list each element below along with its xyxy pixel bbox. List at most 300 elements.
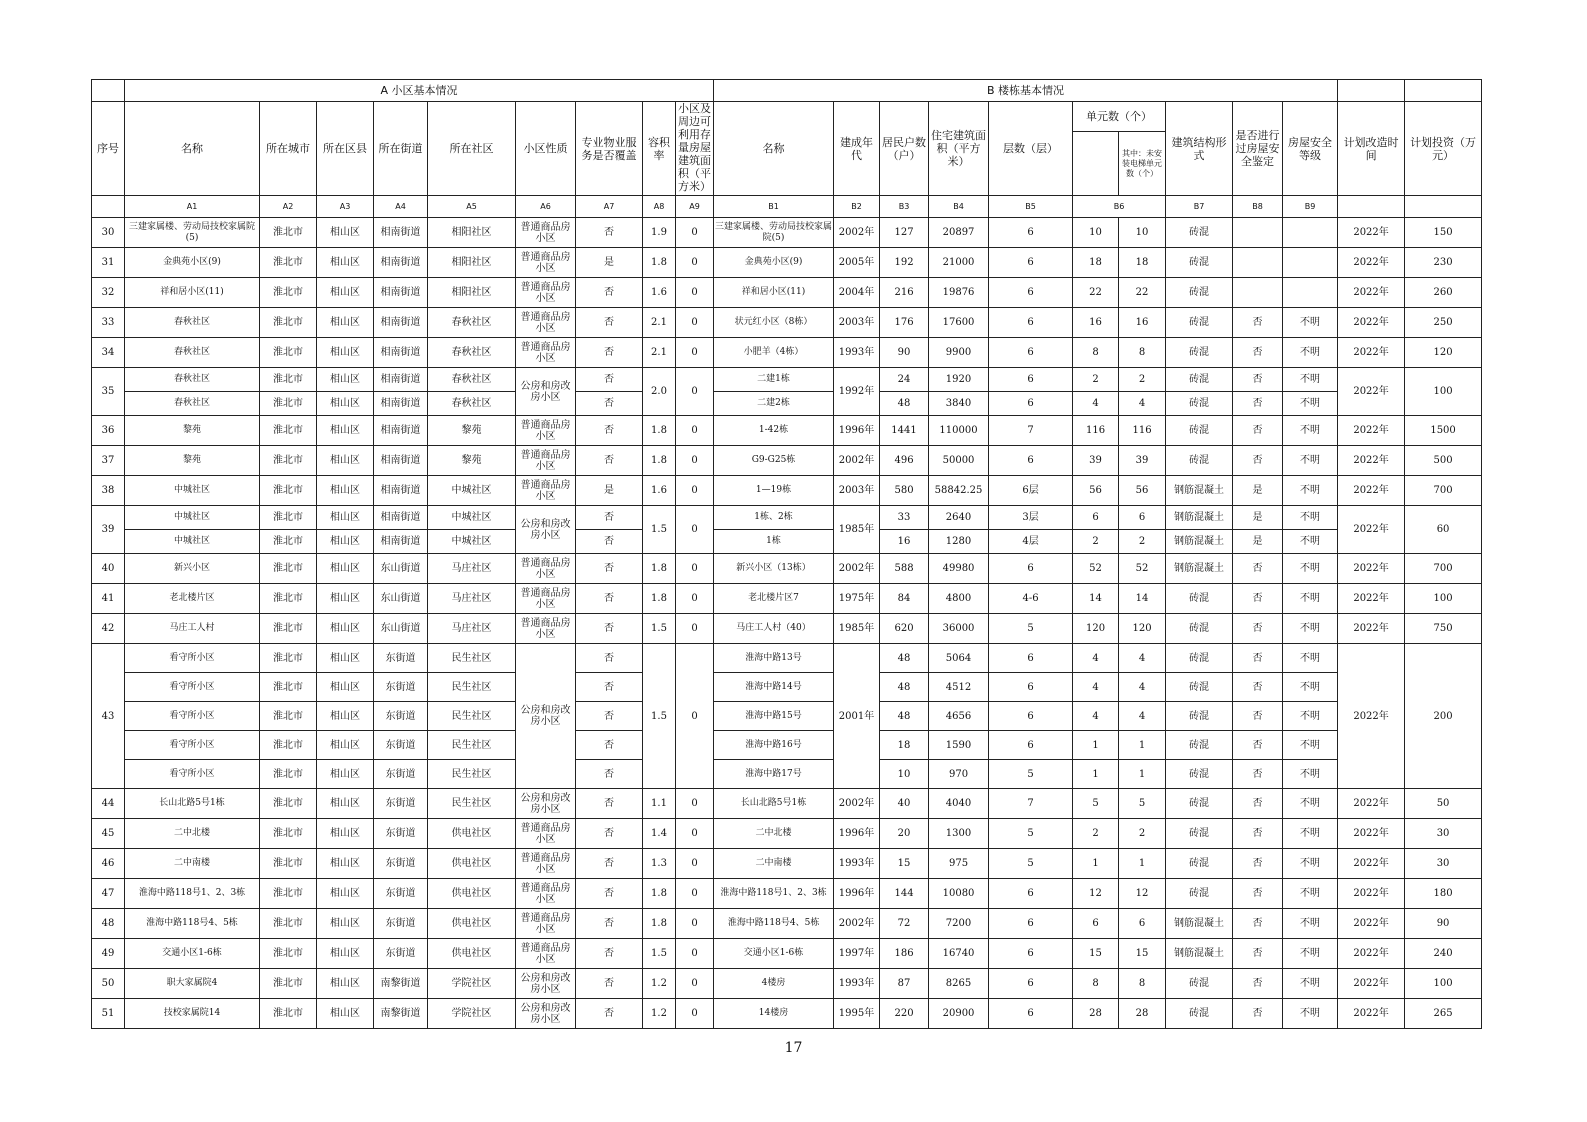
units-no-elevator-cell: 39 [1119, 446, 1166, 476]
plot-ratio-cell: 1.8 [643, 446, 676, 476]
property-service-cell: 否 [576, 338, 643, 368]
safety-assessed-cell: 否 [1233, 673, 1283, 702]
units-cell: 39 [1073, 446, 1119, 476]
usable-area-cell: 0 [676, 969, 714, 999]
plan-invest-cell: 100 [1405, 584, 1482, 614]
built-year-cell: 1985年 [834, 614, 880, 644]
floors-cell: 6 [989, 338, 1073, 368]
units-no-elevator-cell: 1 [1119, 731, 1166, 760]
table-row [92, 789, 1482, 819]
nature-cell: 普通商品房小区 [516, 278, 576, 308]
plot-ratio-cell: 1.8 [643, 584, 676, 614]
usable-area-cell: 0 [676, 849, 714, 879]
plan-invest-cell: 60 [1405, 506, 1482, 554]
plot-ratio-cell: 1.6 [643, 278, 676, 308]
structure-cell: 钢筋混凝土 [1166, 506, 1233, 530]
row-seq: 50 [92, 969, 125, 999]
safety-level-cell: 不明 [1283, 673, 1338, 702]
plot-ratio-cell: 1.1 [643, 789, 676, 819]
group-b-header: B 楼栋基本情况 [714, 80, 1338, 102]
community-cell: 马庄社区 [428, 554, 516, 584]
table-row [92, 392, 1482, 416]
plan-time-cell: 2022年 [1338, 614, 1405, 644]
safety-level-cell: 不明 [1283, 338, 1338, 368]
safety-assessed-cell: 否 [1233, 702, 1283, 731]
group-a-header: A 小区基本情况 [125, 80, 714, 102]
plan-invest-cell: 100 [1405, 969, 1482, 999]
plot-ratio-cell: 1.8 [643, 909, 676, 939]
households-cell: 24 [880, 368, 929, 392]
households-cell: 186 [880, 939, 929, 969]
county-cell: 相山区 [317, 789, 374, 819]
table-row [92, 308, 1482, 338]
structure-cell: 砖混 [1166, 673, 1233, 702]
street-cell: 东街道 [374, 939, 428, 969]
code-cell: B7 [1166, 196, 1233, 218]
built-year-cell: 2005年 [834, 248, 880, 278]
floors-cell: 7 [989, 789, 1073, 819]
county-cell: 相山区 [317, 939, 374, 969]
plot-ratio-cell: 1.6 [643, 476, 676, 506]
plot-ratio-cell: 1.5 [643, 614, 676, 644]
plan-time-cell: 2022年 [1338, 446, 1405, 476]
city-cell: 淮北市 [260, 248, 317, 278]
header-floor-area: 住宅建筑面积（平方米） [929, 102, 989, 196]
units-no-elevator-cell: 28 [1119, 999, 1166, 1029]
street-cell: 相南街道 [374, 476, 428, 506]
plan-time-cell: 2022年 [1338, 969, 1405, 999]
units-no-elevator-cell: 8 [1119, 338, 1166, 368]
property-service-cell: 否 [576, 308, 643, 338]
units-cell: 4 [1073, 702, 1119, 731]
units-no-elevator-cell: 116 [1119, 416, 1166, 446]
property-service-cell: 否 [576, 368, 643, 392]
property-service-cell: 否 [576, 939, 643, 969]
built-year-cell: 1996年 [834, 416, 880, 446]
row-seq: 34 [92, 338, 125, 368]
community-name: 中城社区 [125, 530, 260, 554]
row-seq: 43 [92, 644, 125, 789]
city-cell: 淮北市 [260, 673, 317, 702]
units-cell: 15 [1073, 939, 1119, 969]
city-cell: 淮北市 [260, 819, 317, 849]
code-cell: A3 [317, 196, 374, 218]
community-cell: 春秋社区 [428, 338, 516, 368]
plan-time-cell: 2022年 [1338, 644, 1405, 789]
county-cell: 相山区 [317, 506, 374, 530]
usable-area-cell: 0 [676, 506, 714, 554]
plan-time-cell: 2022年 [1338, 416, 1405, 446]
units-cell: 1 [1073, 849, 1119, 879]
renovation-table [91, 79, 1482, 1029]
street-cell: 东街道 [374, 760, 428, 789]
floors-cell: 6 [989, 218, 1073, 248]
table-row [92, 368, 1482, 392]
header-plot-ratio: 容积率 [643, 102, 676, 196]
street-cell: 相南街道 [374, 338, 428, 368]
households-cell: 1441 [880, 416, 929, 446]
plan-invest-cell: 180 [1405, 879, 1482, 909]
floor-area-cell: 4800 [929, 584, 989, 614]
floor-area-cell: 970 [929, 760, 989, 789]
building-name: 二建2栋 [714, 392, 834, 416]
safety-level-cell: 不明 [1283, 879, 1338, 909]
plan-time-cell: 2022年 [1338, 554, 1405, 584]
plan-invest-cell: 700 [1405, 554, 1482, 584]
city-cell: 淮北市 [260, 584, 317, 614]
row-seq: 51 [92, 999, 125, 1029]
community-cell: 相阳社区 [428, 278, 516, 308]
property-service-cell: 否 [576, 702, 643, 731]
street-cell: 相南街道 [374, 392, 428, 416]
building-name: 新兴小区（13栋） [714, 554, 834, 584]
households-cell: 15 [880, 849, 929, 879]
building-name: 二中南楼 [714, 849, 834, 879]
street-cell: 相南街道 [374, 416, 428, 446]
plan-time-cell: 2022年 [1338, 218, 1405, 248]
floor-area-cell: 110000 [929, 416, 989, 446]
usable-area-cell: 0 [676, 644, 714, 789]
built-year-cell: 2004年 [834, 278, 880, 308]
code-cell: B6 [1073, 196, 1166, 218]
county-cell: 相山区 [317, 614, 374, 644]
code-cell: B1 [714, 196, 834, 218]
safety-assessed-cell: 否 [1233, 939, 1283, 969]
safety-level-cell: 不明 [1283, 614, 1338, 644]
households-cell: 16 [880, 530, 929, 554]
plan-invest-cell: 265 [1405, 999, 1482, 1029]
nature-cell: 公房和房改房小区 [516, 506, 576, 554]
property-service-cell: 否 [576, 760, 643, 789]
code-cell: A6 [516, 196, 576, 218]
floors-cell: 4层 [989, 530, 1073, 554]
safety-level-cell: 不明 [1283, 392, 1338, 416]
header-households: 居民户数（户） [880, 102, 929, 196]
plan-invest-cell: 700 [1405, 476, 1482, 506]
header-b-name: 名称 [714, 102, 834, 196]
nature-cell: 普通商品房小区 [516, 218, 576, 248]
usable-area-cell: 0 [676, 999, 714, 1029]
plot-ratio-cell: 1.8 [643, 879, 676, 909]
header-property-service: 专业物业服务是否覆盖 [576, 102, 643, 196]
building-name: 淮海中路17号 [714, 760, 834, 789]
units-no-elevator-cell: 14 [1119, 584, 1166, 614]
safety-level-cell: 不明 [1283, 909, 1338, 939]
community-cell: 黎苑 [428, 446, 516, 476]
row-seq: 31 [92, 248, 125, 278]
structure-cell: 钢筋混凝土 [1166, 476, 1233, 506]
structure-cell: 砖混 [1166, 849, 1233, 879]
code-cell: A2 [260, 196, 317, 218]
built-year-cell: 1995年 [834, 999, 880, 1029]
built-year-cell: 2003年 [834, 308, 880, 338]
street-cell: 东街道 [374, 702, 428, 731]
safety-assessed-cell: 否 [1233, 644, 1283, 673]
built-year-cell: 2002年 [834, 218, 880, 248]
nature-cell: 普通商品房小区 [516, 476, 576, 506]
building-name: G9-G25栋 [714, 446, 834, 476]
city-cell: 淮北市 [260, 554, 317, 584]
street-cell: 相南街道 [374, 278, 428, 308]
city-cell: 淮北市 [260, 392, 317, 416]
community-name: 交通小区1-6栋 [125, 939, 260, 969]
header-county: 所在区县 [317, 102, 374, 196]
street-cell: 相南街道 [374, 308, 428, 338]
code-cell [1405, 196, 1482, 218]
usable-area-cell: 0 [676, 939, 714, 969]
community-name: 二中南楼 [125, 849, 260, 879]
city-cell: 淮北市 [260, 731, 317, 760]
community-cell: 中城社区 [428, 506, 516, 530]
plan-invest-cell: 750 [1405, 614, 1482, 644]
households-cell: 20 [880, 819, 929, 849]
structure-cell: 砖混 [1166, 416, 1233, 446]
safety-level-cell [1283, 218, 1338, 248]
plot-ratio-cell: 2.0 [643, 368, 676, 416]
safety-assessed-cell [1233, 278, 1283, 308]
county-cell: 相山区 [317, 554, 374, 584]
safety-level-cell: 不明 [1283, 999, 1338, 1029]
blank-header-cell [1405, 80, 1482, 102]
table-row [92, 819, 1482, 849]
county-cell: 相山区 [317, 731, 374, 760]
code-cell: A1 [125, 196, 260, 218]
header-community: 所在社区 [428, 102, 516, 196]
plot-ratio-cell: 2.1 [643, 338, 676, 368]
property-service-cell: 否 [576, 849, 643, 879]
units-cell: 1 [1073, 731, 1119, 760]
households-cell: 10 [880, 760, 929, 789]
community-name: 技校家属院14 [125, 999, 260, 1029]
floors-cell: 6 [989, 278, 1073, 308]
city-cell: 淮北市 [260, 368, 317, 392]
floors-cell: 6 [989, 248, 1073, 278]
households-cell: 144 [880, 879, 929, 909]
building-name: 祥和居小区(11) [714, 278, 834, 308]
city-cell: 淮北市 [260, 760, 317, 789]
safety-assessed-cell: 否 [1233, 760, 1283, 789]
households-cell: 216 [880, 278, 929, 308]
building-name: 淮海中路15号 [714, 702, 834, 731]
table-row [92, 506, 1482, 530]
units-cell: 4 [1073, 673, 1119, 702]
structure-cell: 砖混 [1166, 760, 1233, 789]
table-row [92, 673, 1482, 702]
floor-area-cell: 17600 [929, 308, 989, 338]
header-floors: 层数（层） [989, 102, 1073, 196]
community-name: 看守所小区 [125, 702, 260, 731]
households-cell: 84 [880, 584, 929, 614]
plan-invest-cell: 200 [1405, 644, 1482, 789]
plot-ratio-cell: 1.5 [643, 506, 676, 554]
safety-level-cell: 不明 [1283, 308, 1338, 338]
plan-time-cell: 2022年 [1338, 278, 1405, 308]
code-cell: B8 [1233, 196, 1283, 218]
floor-area-cell: 1590 [929, 731, 989, 760]
county-cell: 相山区 [317, 760, 374, 789]
community-cell: 春秋社区 [428, 308, 516, 338]
safety-assessed-cell: 否 [1233, 584, 1283, 614]
nature-cell: 普通商品房小区 [516, 879, 576, 909]
street-cell: 东街道 [374, 849, 428, 879]
safety-level-cell: 不明 [1283, 584, 1338, 614]
floor-area-cell: 36000 [929, 614, 989, 644]
floors-cell: 6 [989, 939, 1073, 969]
floors-cell: 5 [989, 614, 1073, 644]
built-year-cell: 2002年 [834, 554, 880, 584]
nature-cell: 普通商品房小区 [516, 819, 576, 849]
safety-assessed-cell [1233, 218, 1283, 248]
nature-cell: 公房和房改房小区 [516, 368, 576, 416]
code-cell: B9 [1283, 196, 1338, 218]
plan-invest-cell: 260 [1405, 278, 1482, 308]
nature-cell: 普通商品房小区 [516, 849, 576, 879]
header-built-year: 建成年代 [834, 102, 880, 196]
city-cell: 淮北市 [260, 338, 317, 368]
households-cell: 48 [880, 392, 929, 416]
property-service-cell: 否 [576, 446, 643, 476]
floors-cell: 6 [989, 909, 1073, 939]
households-cell: 176 [880, 308, 929, 338]
usable-area-cell: 0 [676, 476, 714, 506]
units-no-elevator-cell: 56 [1119, 476, 1166, 506]
header-seq: 序号 [92, 102, 125, 196]
county-cell: 相山区 [317, 368, 374, 392]
safety-level-cell: 不明 [1283, 506, 1338, 530]
built-year-cell: 1975年 [834, 584, 880, 614]
safety-level-cell: 不明 [1283, 760, 1338, 789]
structure-cell: 钢筋混凝土 [1166, 939, 1233, 969]
plan-time-cell: 2022年 [1338, 506, 1405, 554]
plan-invest-cell: 1500 [1405, 416, 1482, 446]
structure-cell: 砖混 [1166, 338, 1233, 368]
units-cell: 8 [1073, 969, 1119, 999]
community-name: 职大家属院4 [125, 969, 260, 999]
community-name: 春秋社区 [125, 338, 260, 368]
property-service-cell: 否 [576, 879, 643, 909]
households-cell: 72 [880, 909, 929, 939]
county-cell: 相山区 [317, 969, 374, 999]
safety-assessed-cell [1233, 248, 1283, 278]
units-cell: 120 [1073, 614, 1119, 644]
nature-cell: 普通商品房小区 [516, 614, 576, 644]
county-cell: 相山区 [317, 308, 374, 338]
plan-time-cell: 2022年 [1338, 338, 1405, 368]
street-cell: 东街道 [374, 909, 428, 939]
built-year-cell: 2002年 [834, 909, 880, 939]
plan-time-cell: 2022年 [1338, 308, 1405, 338]
nature-cell: 公房和房改房小区 [516, 969, 576, 999]
county-cell: 相山区 [317, 999, 374, 1029]
structure-cell: 砖混 [1166, 446, 1233, 476]
plan-time-cell: 2022年 [1338, 476, 1405, 506]
code-cell: A7 [576, 196, 643, 218]
plot-ratio-cell: 1.4 [643, 819, 676, 849]
community-cell: 学院社区 [428, 969, 516, 999]
structure-cell: 砖混 [1166, 584, 1233, 614]
community-cell: 供电社区 [428, 819, 516, 849]
building-name: 淮海中路118号4、5栋 [714, 909, 834, 939]
units-no-elevator-cell: 1 [1119, 849, 1166, 879]
table-row [92, 218, 1482, 248]
built-year-cell: 2001年 [834, 644, 880, 789]
floor-area-cell: 5064 [929, 644, 989, 673]
structure-cell: 砖混 [1166, 819, 1233, 849]
table-row [92, 879, 1482, 909]
building-name: 14楼房 [714, 999, 834, 1029]
floors-cell: 6 [989, 308, 1073, 338]
safety-assessed-cell: 否 [1233, 416, 1283, 446]
community-name: 看守所小区 [125, 644, 260, 673]
header-structure: 建筑结构形式 [1166, 102, 1233, 196]
community-name: 春秋社区 [125, 368, 260, 392]
building-name: 三建家属楼、劳动局技校家属院(5) [714, 218, 834, 248]
units-no-elevator-cell: 5 [1119, 789, 1166, 819]
plan-invest-cell: 150 [1405, 218, 1482, 248]
safety-level-cell: 不明 [1283, 416, 1338, 446]
structure-cell: 砖混 [1166, 368, 1233, 392]
street-cell: 东山街道 [374, 614, 428, 644]
header-plan-invest: 计划投资（万元） [1405, 102, 1482, 196]
households-cell: 496 [880, 446, 929, 476]
units-cell: 1 [1073, 760, 1119, 789]
floor-area-cell: 2640 [929, 506, 989, 530]
building-name: 马庄工人村（40） [714, 614, 834, 644]
county-cell: 相山区 [317, 909, 374, 939]
property-service-cell: 否 [576, 731, 643, 760]
city-cell: 淮北市 [260, 849, 317, 879]
property-service-cell: 否 [576, 819, 643, 849]
households-cell: 620 [880, 614, 929, 644]
units-cell: 8 [1073, 338, 1119, 368]
table-row [92, 999, 1482, 1029]
table-row [92, 476, 1482, 506]
units-cell: 6 [1073, 909, 1119, 939]
structure-cell: 砖混 [1166, 789, 1233, 819]
households-cell: 48 [880, 673, 929, 702]
community-cell: 民生社区 [428, 760, 516, 789]
built-year-cell: 1993年 [834, 338, 880, 368]
header-street: 所在街道 [374, 102, 428, 196]
plot-ratio-cell: 1.2 [643, 999, 676, 1029]
floor-area-cell: 1920 [929, 368, 989, 392]
property-service-cell: 否 [576, 506, 643, 530]
units-no-elevator-cell: 8 [1119, 969, 1166, 999]
units-no-elevator-cell: 120 [1119, 614, 1166, 644]
nature-cell: 公房和房改房小区 [516, 789, 576, 819]
row-seq: 41 [92, 584, 125, 614]
building-name: 淮海中路14号 [714, 673, 834, 702]
property-service-cell: 是 [576, 476, 643, 506]
building-name: 二中北楼 [714, 819, 834, 849]
nature-cell: 普通商品房小区 [516, 308, 576, 338]
plan-time-cell: 2022年 [1338, 584, 1405, 614]
safety-assessed-cell: 否 [1233, 308, 1283, 338]
plan-time-cell: 2022年 [1338, 789, 1405, 819]
plan-invest-cell: 50 [1405, 789, 1482, 819]
property-service-cell: 否 [576, 218, 643, 248]
safety-assessed-cell: 否 [1233, 614, 1283, 644]
units-cell: 10 [1073, 218, 1119, 248]
code-cell: B3 [880, 196, 929, 218]
row-seq: 30 [92, 218, 125, 248]
table-row [92, 731, 1482, 760]
safety-level-cell: 不明 [1283, 789, 1338, 819]
row-seq: 47 [92, 879, 125, 909]
units-no-elevator-cell: 10 [1119, 218, 1166, 248]
street-cell: 东街道 [374, 731, 428, 760]
floors-cell: 7 [989, 416, 1073, 446]
